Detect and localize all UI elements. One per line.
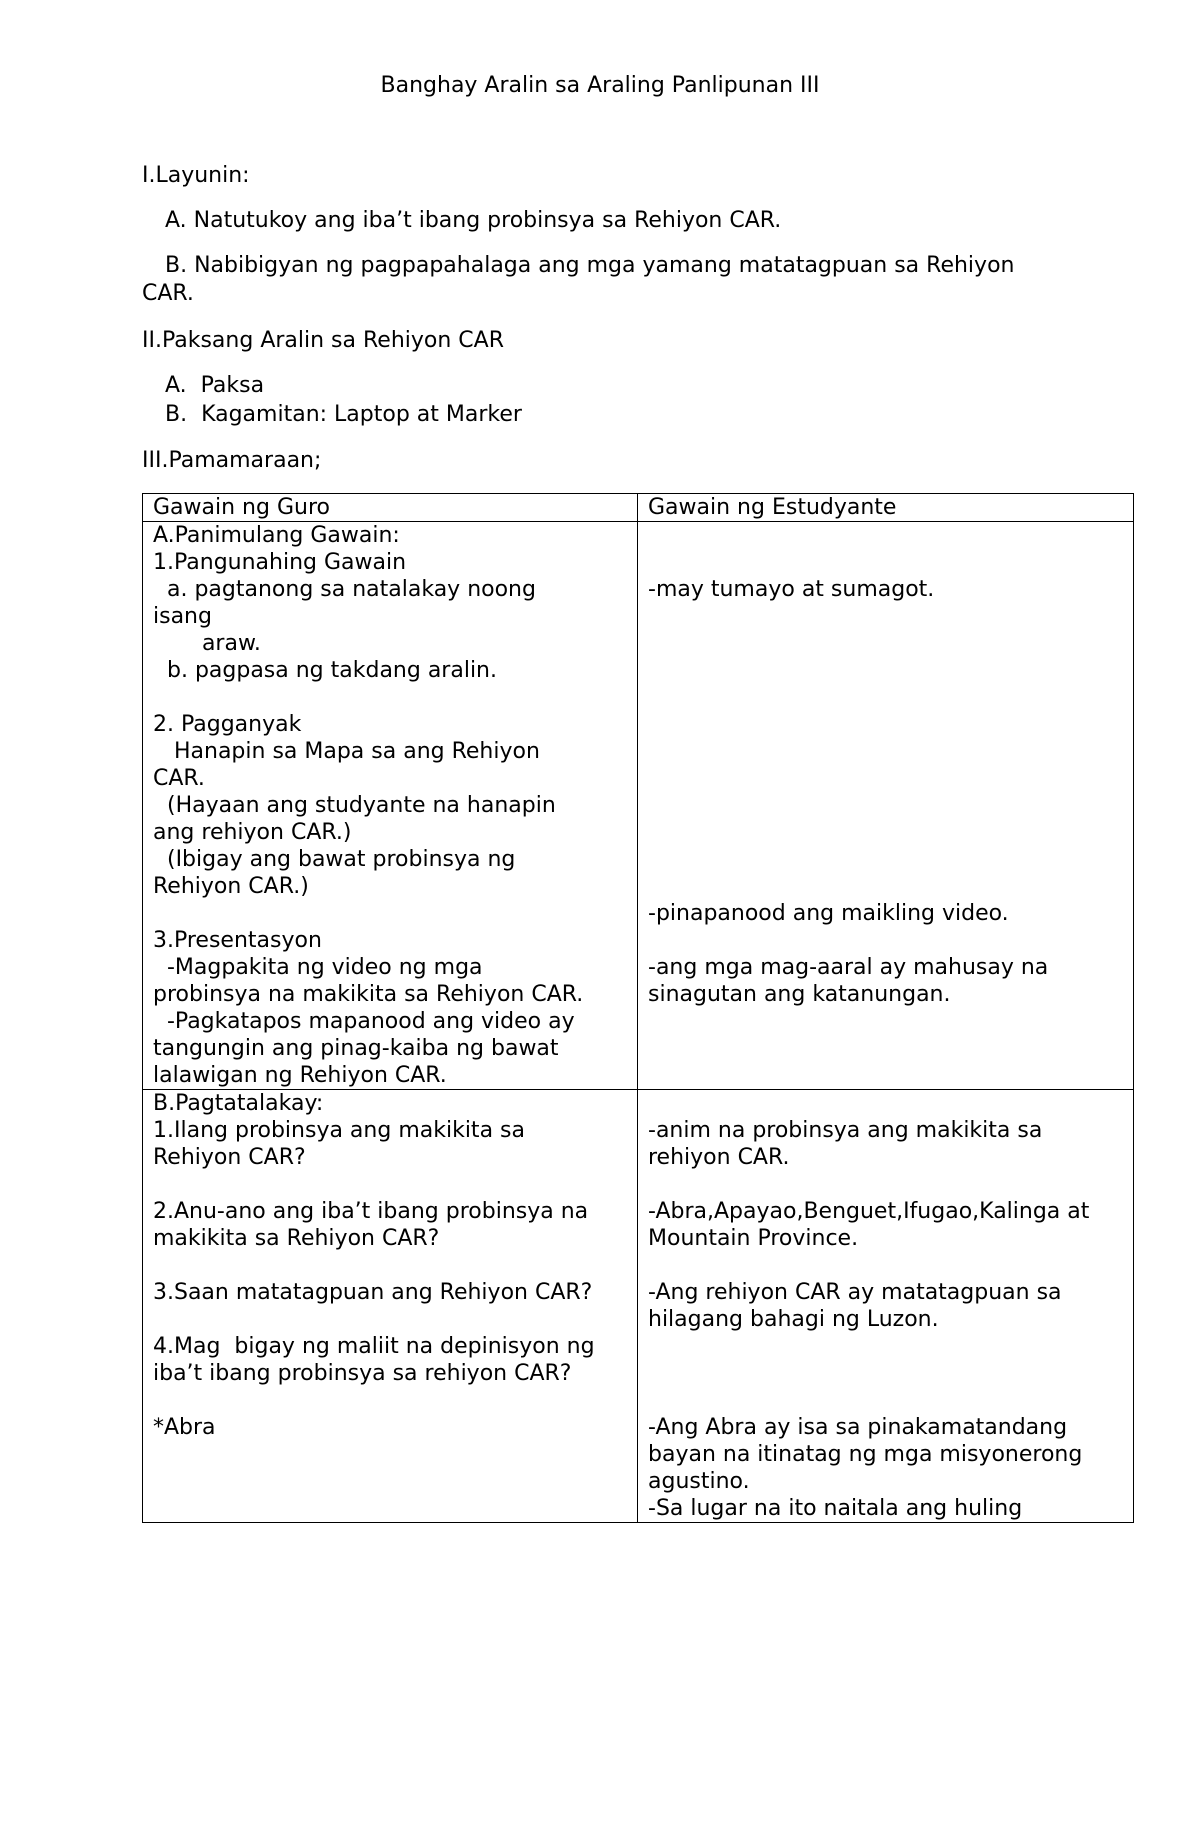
subject-a: A. Paksa (165, 373, 265, 398)
procedure-heading: III.Pamamaraan; (142, 448, 322, 473)
header-teacher: Gawain ng Guro (143, 494, 638, 522)
table-header-row (143, 494, 1134, 522)
row2-teacher-cell: B.Pagtatalakay: 1.Ilang probinsya ang makikita sa Rehiyon CAR? 2.Anu-ano ang iba’t ibang probinsya na makikita sa Rehiyon CAR? 3.Saan matatagpuan ang Rehiyon CAR? 4.Mag bigay ng maliit na depinisyon ng iba’t ibang probinsya sa rehiyon CAR? *Abra (143, 1090, 638, 1523)
row1-teacher-cell: A.Panimulang Gawain: 1.Pangunahing Gawain a. pagtanong sa natalakay noong isang araw. b. pagpasa ng takdang aralin. 2. Pagganyak Hanapin sa Mapa sa ang Rehiyon CAR. (Hayaan ang studyante na hanapin ang rehiyon CAR.) (Ibigay ang bawat probinsya ng Rehiyon CAR.) 3.Presentasyon -Magpakita ng video ng mga probinsya na makikita sa Rehiyon CAR. -Pagkatapos mapanood ang video ay tangungin ang pinag-kaiba ng bawat lalawigan ng Rehiyon CAR. (143, 522, 638, 1090)
objectives-heading: I.Layunin: (142, 163, 250, 188)
row1-student-cell: -may tumayo at sumagot. -pinapanood ang maikling video. -ang mga mag-aaral ay mahusay na sinagutan ang katanungan. (638, 522, 1134, 1090)
objective-b-line2: CAR. (142, 281, 194, 306)
subject-heading: II.Paksang Aralin sa Rehiyon CAR (142, 328, 504, 353)
objective-a: A. Natutukoy ang iba’t ibang probinsya sa Rehiyon CAR. (165, 208, 782, 233)
table-row (143, 1090, 1134, 1523)
procedure-table (142, 493, 1134, 1523)
row2-student-cell: -anim na probinsya ang makikita sa rehiyon CAR. -Abra,Apayao,Benguet,Ifugao,Kalinga at Mountain Province. -Ang rehiyon CAR ay matatagpuan sa hilagang bahagi ng Luzon. -Ang Abra ay isa sa pinakamatandang bayan na itinatag ng mga misyonerong agustino. -Sa lugar na ito naitala ang huling (638, 1090, 1134, 1523)
header-student: Gawain ng Estudyante (638, 494, 1134, 522)
objective-b-line1: B. Nabibigyan ng pagpapahalaga ang mga yamang matatagpuan sa Rehiyon (165, 253, 1015, 278)
page-title: Banghay Aralin sa Araling Panlipunan III (380, 73, 820, 98)
table-row (143, 522, 1134, 1090)
subject-b: B. Kagamitan: Laptop at Marker (165, 402, 522, 427)
